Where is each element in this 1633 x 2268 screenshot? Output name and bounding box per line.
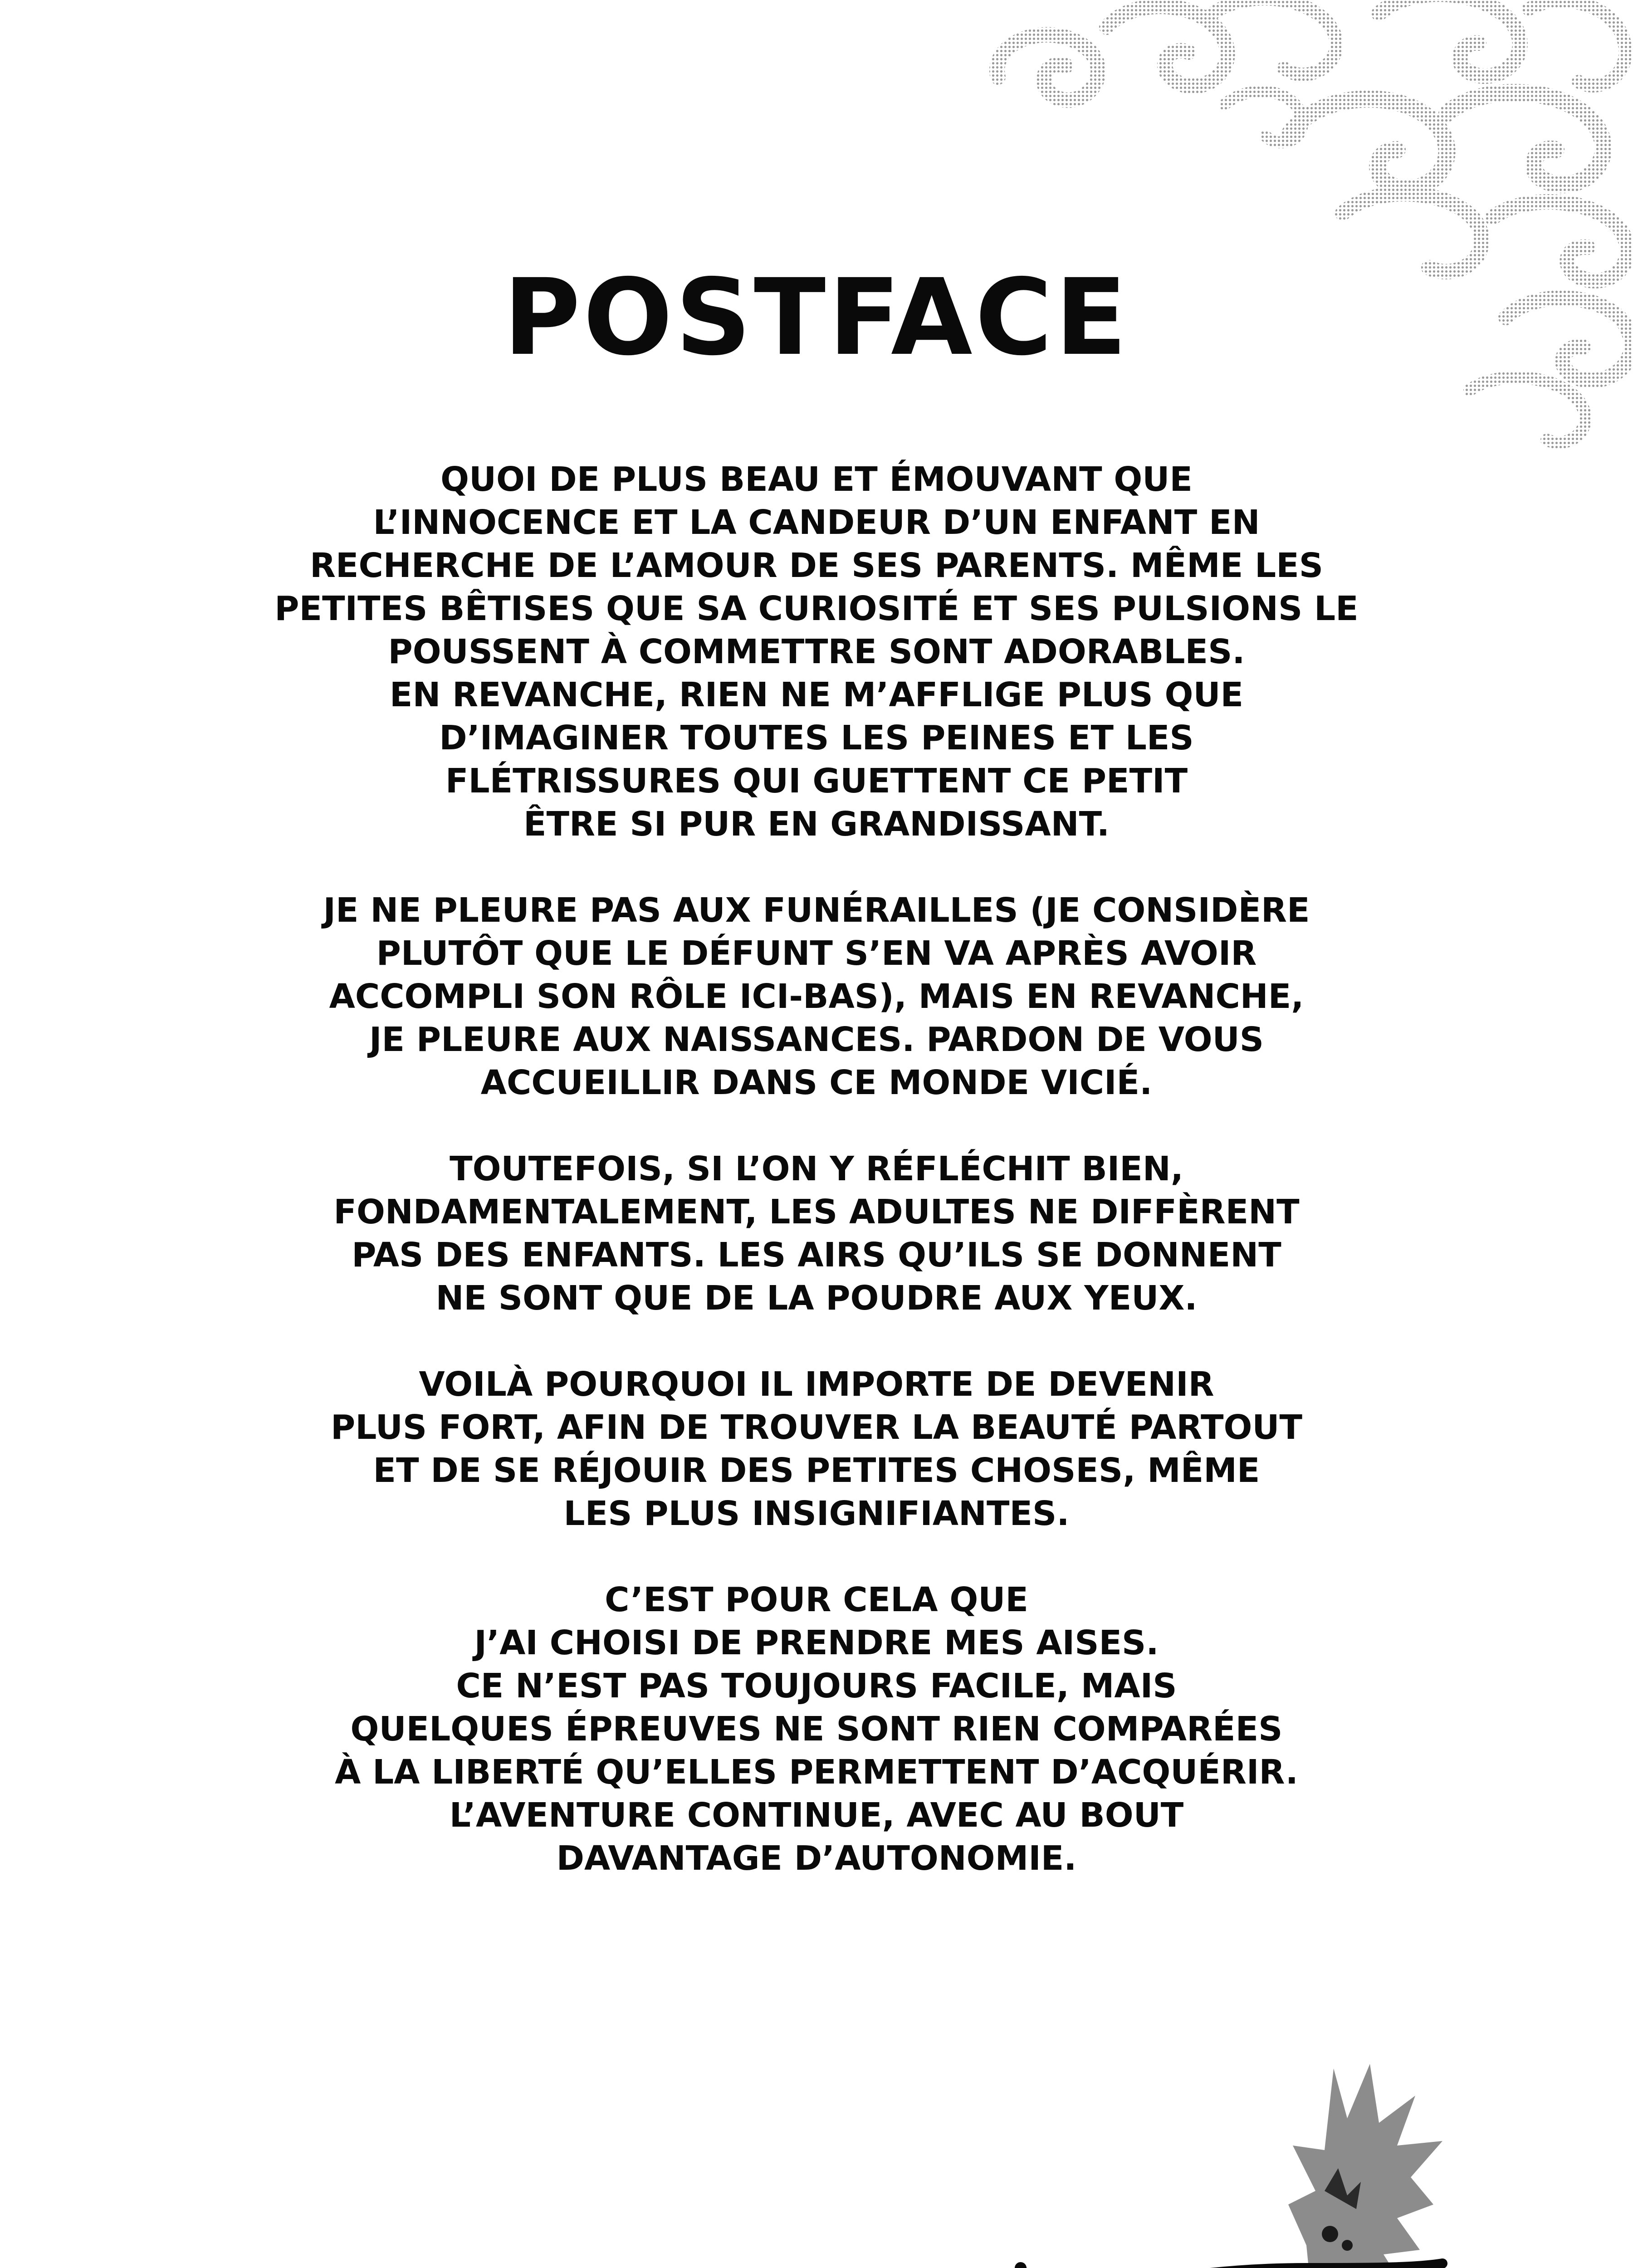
text-line: ACCOMPLI SON RÔLE ICI-BAS), MAIS EN REVANCHE, xyxy=(329,977,1304,1016)
text-line: ÊTRE SI PUR EN GRANDISSANT. xyxy=(523,805,1110,844)
text-line: DAVANTAGE D’AUTONOMIE. xyxy=(556,1839,1077,1878)
swirl-cloud-icon xyxy=(971,0,1633,454)
text-line: PAS DES ENFANTS. LES AIRS QU’ILS SE DONNENT xyxy=(352,1236,1281,1275)
text-line: PLUTÔT QUE LE DÉFUNT S’EN VA APRÈS AVOIR xyxy=(376,934,1257,973)
text-line: À LA LIBERTÉ QU’ELLES PERMETTENT D’ACQUÉRIR. xyxy=(335,1753,1298,1792)
text-line: RECHERCHE DE L’AMOUR DE SES PARENTS. MÊME LES xyxy=(309,546,1324,585)
text-line: L’AVENTURE CONTINUE, AVEC AU BOUT xyxy=(449,1796,1184,1835)
paragraph-5 xyxy=(181,1579,1452,1880)
text-line: D’IMAGINER TOUTES LES PEINES ET LES xyxy=(439,719,1194,758)
postface-text xyxy=(181,458,1452,1923)
page-title: POSTFACE xyxy=(503,256,1130,379)
text-line: C’EST POUR CELA QUE xyxy=(605,1580,1028,1619)
text-line: L’INNOCENCE ET LA CANDEUR D’UN ENFANT EN xyxy=(373,503,1260,542)
paragraph-1 xyxy=(181,458,1452,846)
text-line: QUOI DE PLUS BEAU ET ÉMOUVANT QUE xyxy=(440,460,1193,499)
text-line: EN REVANCHE, RIEN NE M’AFFLIGE PLUS QUE xyxy=(389,675,1244,714)
text-line: PLUS FORT, AFIN DE TROUVER LA BEAUTÉ PARTOUT xyxy=(331,1408,1302,1447)
text-line: CE N’EST PAS TOUJOURS FACILE, MAIS xyxy=(456,1667,1177,1706)
paragraph-4 xyxy=(181,1363,1452,1535)
text-line: ET DE SE RÉJOUIR DES PETITES CHOSES, MÊME xyxy=(373,1451,1260,1490)
text-line: FLÉTRISSURES QUI GUETTENT CE PETIT xyxy=(445,762,1188,801)
text-line: LES PLUS INSIGNIFIANTES. xyxy=(563,1494,1070,1533)
text-line: JE NE PLEURE PAS AUX FUNÉRAILLES (JE CONSIDÈRE xyxy=(323,891,1310,930)
text-line: PETITES BÊTISES QUE SA CURIOSITÉ ET SES PULSIONS LE xyxy=(274,589,1359,628)
text-line: TOUTEFOIS, SI L’ON Y RÉFLÉCHIT BIEN, xyxy=(450,1149,1183,1188)
paragraph-2 xyxy=(181,889,1452,1105)
paragraph-3 xyxy=(181,1148,1452,1320)
signature-icon xyxy=(962,2055,1551,2268)
text-line: J’AI CHOISI DE PRENDRE MES AISES. xyxy=(474,1623,1159,1662)
text-line: VOILÀ POURQUOI IL IMPORTE DE DEVENIR xyxy=(419,1365,1214,1404)
text-line: JE PLEURE AUX NAISSANCES. PARDON DE VOUS xyxy=(369,1020,1264,1059)
text-line: NE SONT QUE DE LA POUDRE AUX YEUX. xyxy=(435,1279,1198,1318)
text-line: FONDAMENTALEMENT, LES ADULTES NE DIFFÈRENT xyxy=(333,1193,1300,1232)
text-line: QUELQUES ÉPREUVES NE SONT RIEN COMPARÉES xyxy=(350,1710,1283,1749)
text-line: POUSSENT À COMMETTRE SONT ADORABLES. xyxy=(388,632,1245,671)
text-line: ACCUEILLIR DANS CE MONDE VICIÉ. xyxy=(480,1063,1153,1102)
